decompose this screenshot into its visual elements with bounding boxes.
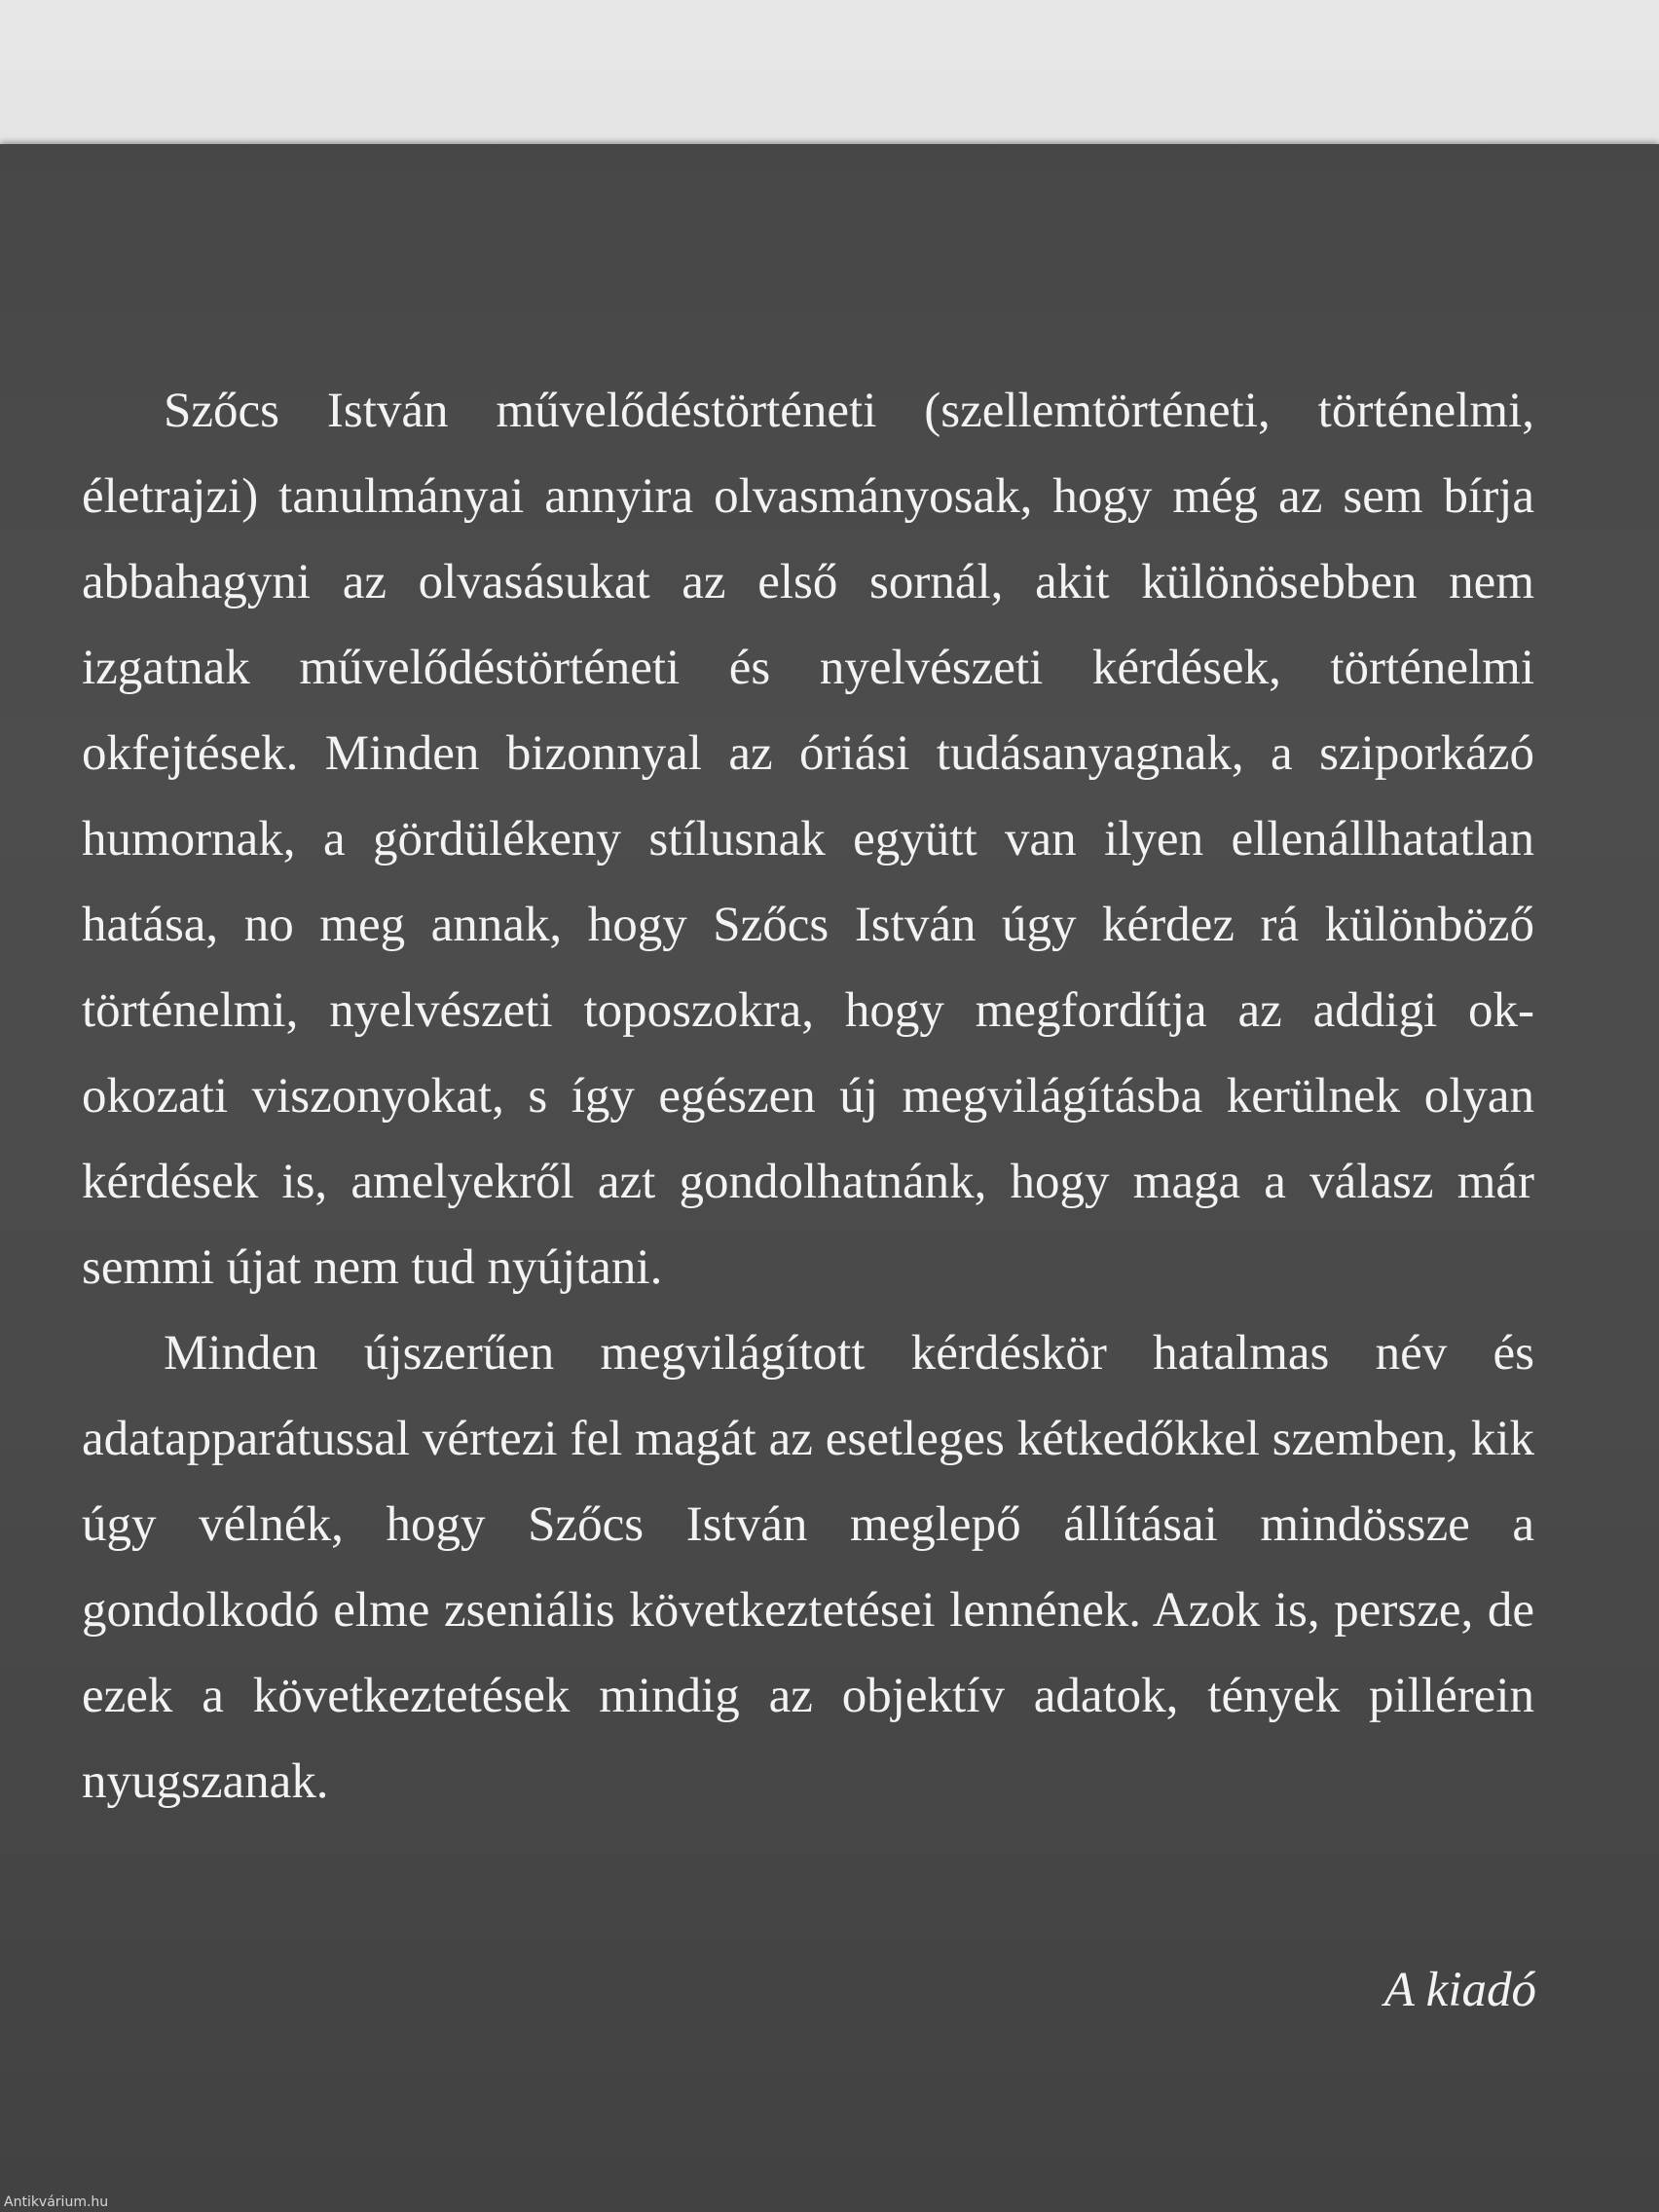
blurb-text xyxy=(82,368,1534,1825)
watermark-text: Antikvárium.hu xyxy=(4,2194,109,2210)
paragraph-2: Minden újszerűen megvilágított kérdéskör hatalmas név és adatapparátussal vértezi fel magát az esetleges kétkedőkkel szemben, kik úgy vélnék, hogy Szőcs István meglepő állításai mindössze a gondolkodó elme zseniális következtetései lennének. Azok is, persze, de ezek a következtetések mindig az objektív adatok, tények pillérein nyugszanak. xyxy=(82,1326,1534,1809)
publisher-signature: A kiadó xyxy=(1383,1963,1536,2017)
paragraph-1: Szőcs István művelődéstörténeti (szellemtörténeti, történelmi, életrajzi) tanulmányai annyira olvasmányosak, hogy még az sem bírja abbahagyni az olvasásukat az első sornál, akit különösebben nem izgatnak művelődéstörténeti és nyelvészeti kérdések, történelmi okfejtések. Minden bizonnyal az óriási tudásanyagnak, a sziporkázó humornak, a gördülékeny stílusnak együtt van ilyen ellenállhatatlan hatása, no meg annak, hogy Szőcs István úgy kérdez rá különböző történelmi, nyelvészeti toposzokra, hogy megfordítja az addigi ok-okozati viszonyokat, s így egészen új megvilágításba kerülnek olyan kérdések is, amelyekről azt gondolhatnánk, hogy maga a válasz már semmi újat nem tud nyújtani. xyxy=(82,384,1534,1295)
